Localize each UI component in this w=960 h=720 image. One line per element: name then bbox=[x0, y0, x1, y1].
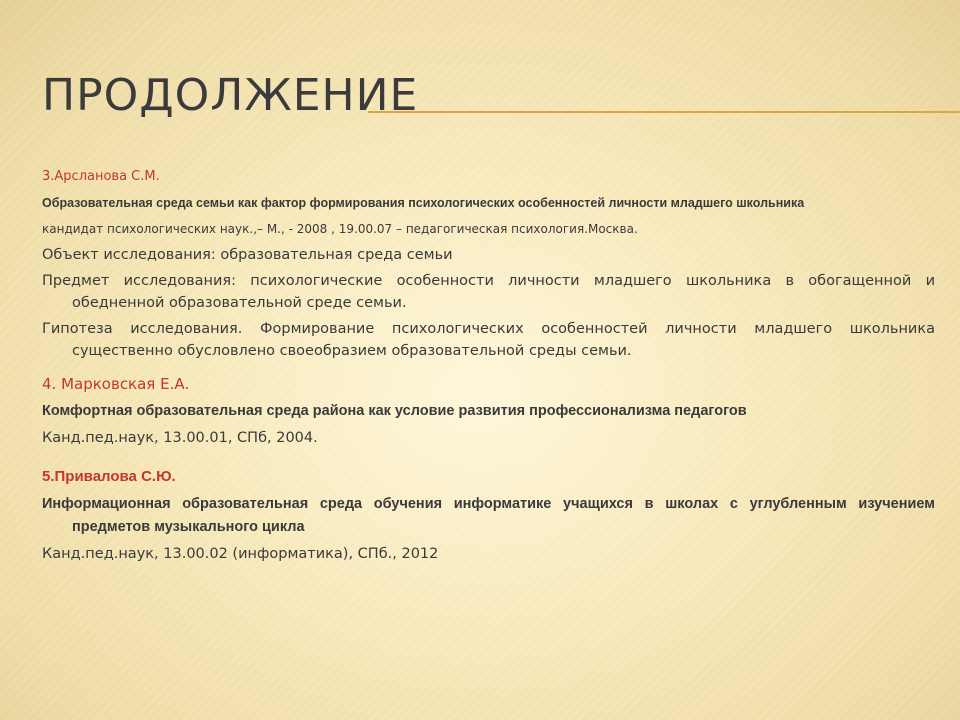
entry-thesis-title: Образовательная среда семьи как фактор формирования психологических особенностей личности младшего школьника bbox=[42, 196, 805, 210]
title-divider bbox=[368, 111, 960, 113]
entry-author: 4. Марковская Е.А. bbox=[42, 375, 190, 393]
entry-5 bbox=[42, 465, 935, 565]
slide-title: ПРОДОЛЖЕНИЕ bbox=[42, 70, 419, 121]
entry-thesis-title: Комфортная образовательная среда района как условие развития профессионализма педагогов bbox=[42, 403, 747, 419]
slide-content bbox=[42, 166, 935, 565]
entry-author: 3.Арсланова С.М. bbox=[42, 169, 160, 184]
entry-4 bbox=[42, 372, 935, 449]
entry-subject: Предмет исследования: психологические особенности личности младшего школьника в обогащенной и обедненной образовательной среде семьи. bbox=[42, 273, 935, 311]
entry-object: Объект исследования: образовательная среда семьи bbox=[42, 247, 453, 263]
entry-degree: Канд.пед.наук, 13.00.01, СПб, 2004. bbox=[42, 430, 318, 446]
entry-degree: Канд.пед.наук, 13.00.02 (информатика), СПб., 2012 bbox=[42, 546, 439, 562]
entry-degree: кандидат психологических наук.,– М., - 2008 , 19.00.07 – педагогическая психология.Москва. bbox=[42, 222, 638, 236]
entry-thesis-title: Информационная образовательная среда обучения информатике учащихся в школах с углубленным изучением предметов музыкального цикла bbox=[42, 496, 935, 535]
entry-3 bbox=[42, 166, 935, 362]
entry-hypothesis: Гипотеза исследования. Формирование психологических особенностей личности младшего школьника существенно обусловлено своеобразием образовательной среды семьи. bbox=[42, 321, 935, 359]
entry-author: 5.Привалова С.Ю. bbox=[42, 468, 176, 485]
